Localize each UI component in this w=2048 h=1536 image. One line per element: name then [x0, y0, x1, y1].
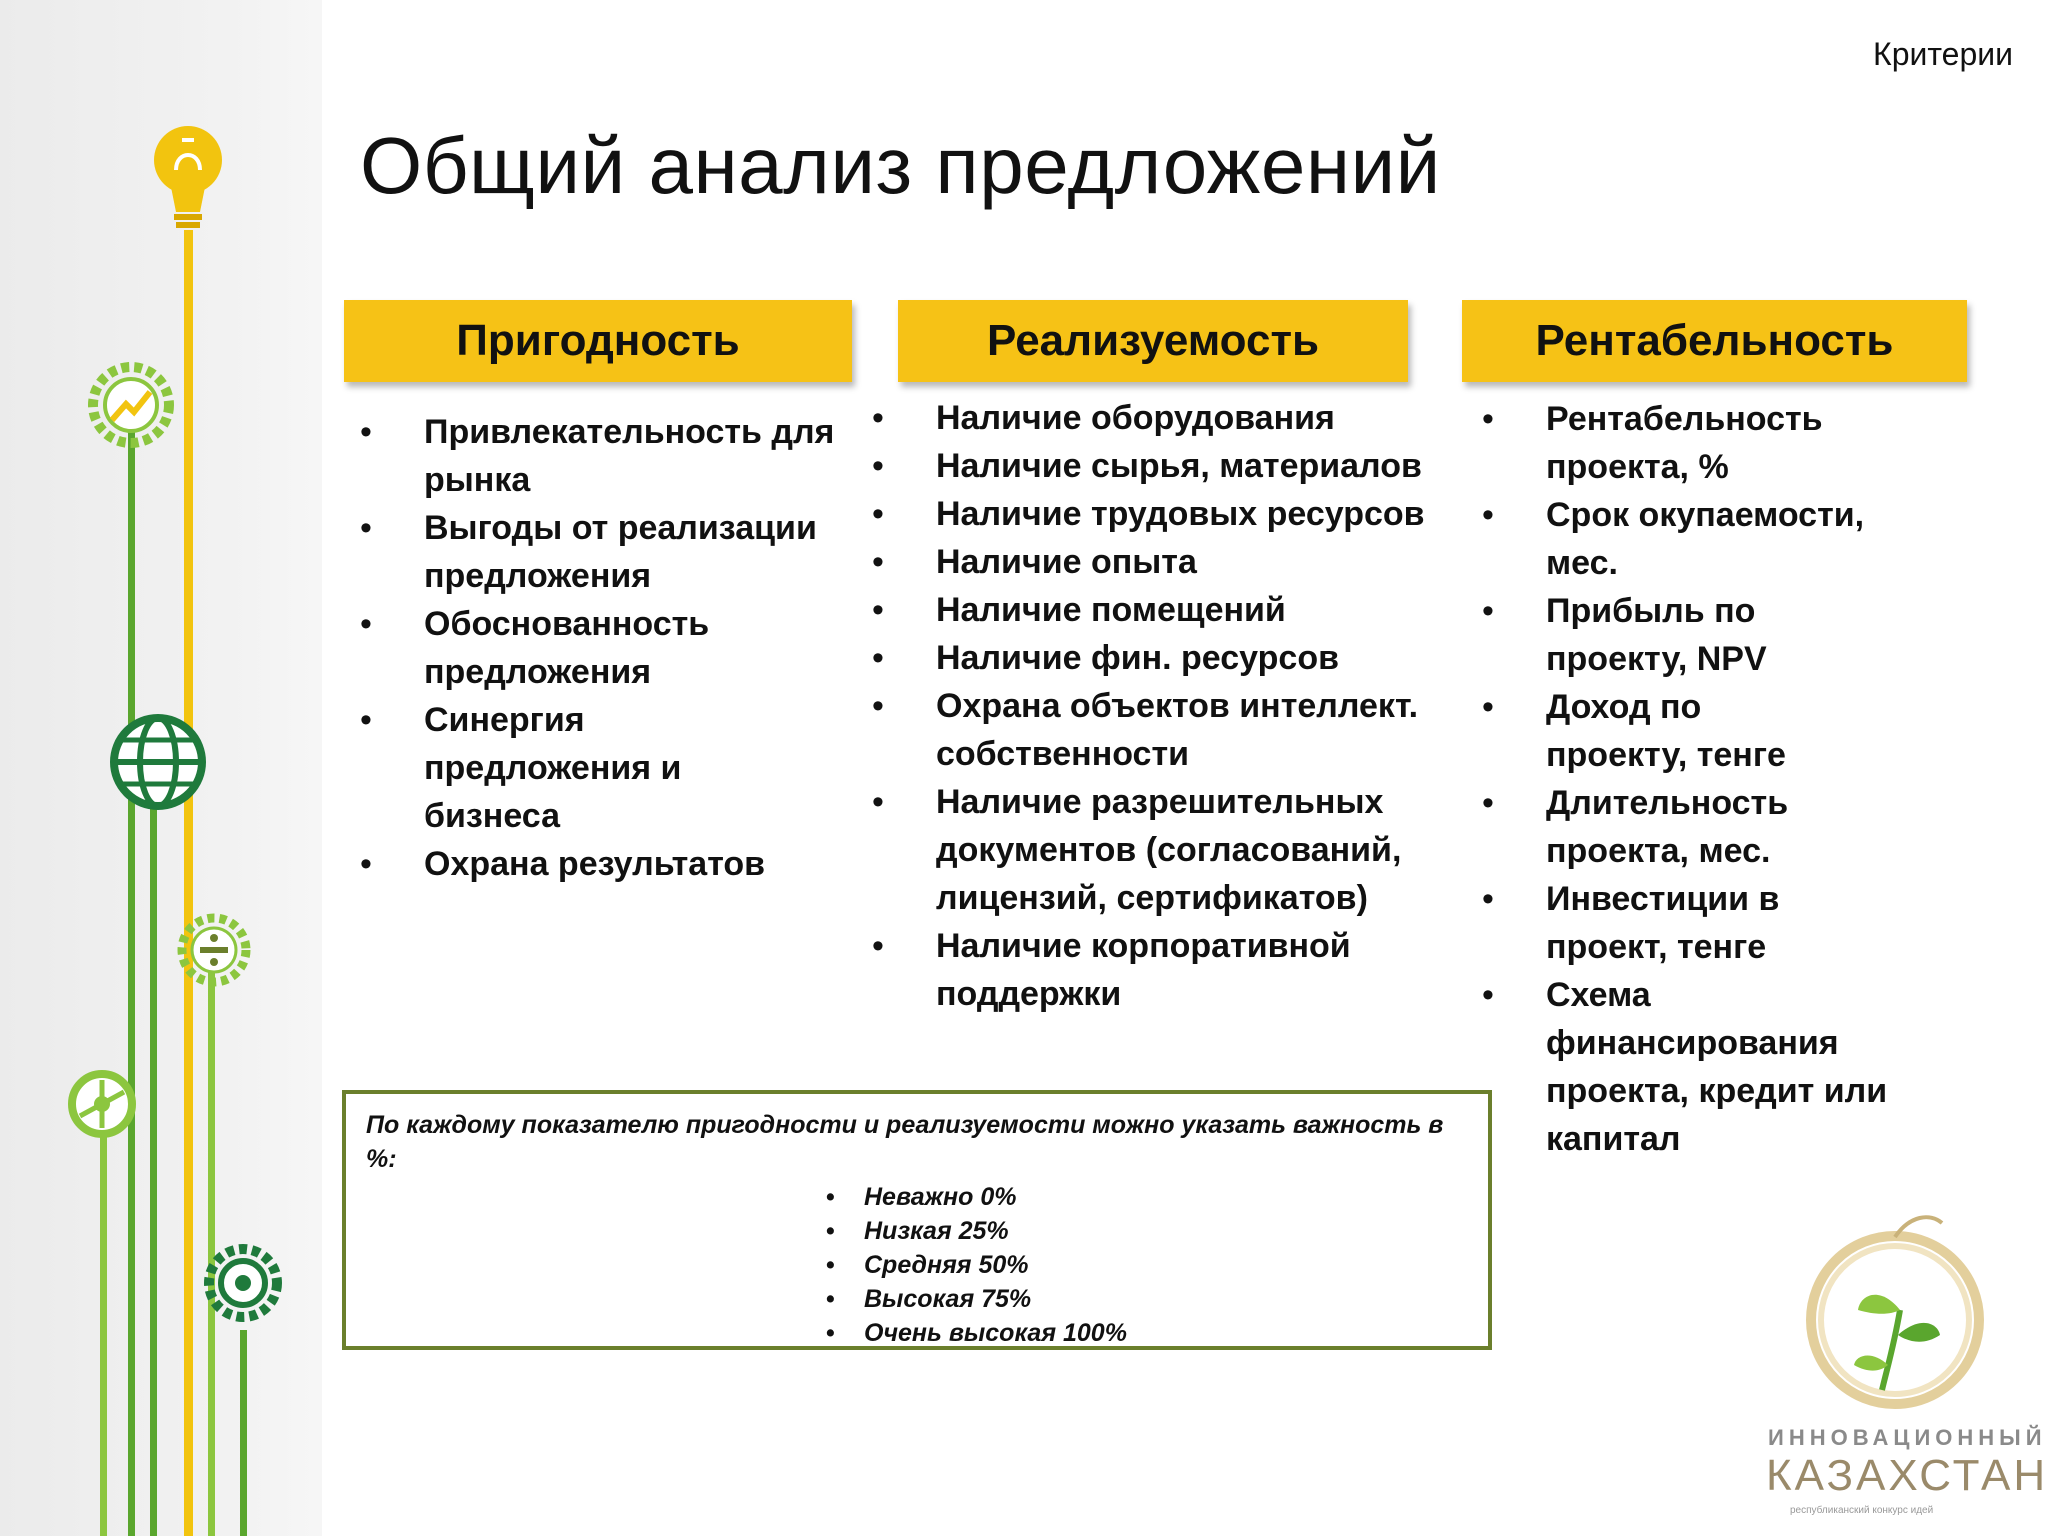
note-text: По каждому показателю пригодности и реализуемости можно указать важность в %: [366, 1111, 1444, 1173]
innovative-kazakhstan-logo [1760, 1215, 2048, 1516]
list-item: • Привлекательность для рынка [360, 408, 850, 504]
list-item: • Выгоды от реализации предложения [360, 504, 850, 600]
logo-line-1: ИННОВАЦИОННЫЙ [1768, 1425, 2047, 1450]
line-green-3 [208, 950, 215, 1536]
wheel-gear-icon [72, 1074, 132, 1134]
list-item: • Инвестиции в проект, тенге [1482, 875, 1846, 971]
logo-line-2: КАЗАХСТАН [1766, 1451, 2048, 1500]
importance-note-box [342, 1090, 1492, 1350]
list-item: • Наличие помещений [872, 586, 1452, 634]
lightbulb-icon [154, 126, 222, 228]
list-item: • Срок окупаемости, мес. [1482, 491, 1896, 587]
list-item: • Охрана объектов интеллект. собственности [872, 682, 1452, 778]
suitability-list [360, 408, 850, 888]
page-title: Общий анализ предложений [360, 121, 1441, 210]
list-item: • Синергия предложения и бизнеса [360, 696, 724, 840]
feasibility-list [872, 394, 1452, 1018]
line-yellow-main [184, 230, 193, 1536]
profitability-list [1482, 395, 1942, 1163]
left-decoration [0, 0, 322, 1536]
chart-gear-icon [93, 367, 169, 443]
logo-line-3: республиканский конкурс идей [1790, 1505, 1934, 1516]
list-item: • Рентабельность проекта, % [1482, 395, 1846, 491]
importance-levels-list [366, 1180, 1468, 1350]
list-item: • Наличие фин. ресурсов [872, 634, 1452, 682]
list-item: • Обоснованность предложения [360, 600, 850, 696]
globe-icon [114, 718, 202, 806]
list-item: • Наличие разрешительных документов (согласований, лицензий, сертификатов) [872, 778, 1452, 922]
gear-icon [209, 1249, 277, 1317]
list-item: • Длительность проекта, мес. [1482, 779, 1846, 875]
list-item: • Прибыль по проекту, NPV [1482, 587, 1826, 683]
list-item: • Схема финансирования проекта, кредит или капитал [1482, 971, 1926, 1163]
line-green-2 [150, 800, 157, 1536]
list-item: • Охрана результатов [360, 840, 850, 888]
list-item: • Наличие опыта [872, 538, 1452, 586]
list-item: • Очень высокая 100% [826, 1316, 1468, 1350]
line-green-5 [240, 1330, 247, 1536]
sprout-logo-icon [1760, 1215, 2030, 1425]
list-item: • Средняя 50% [826, 1248, 1468, 1282]
list-item: • Наличие трудовых ресурсов [872, 490, 1452, 538]
divide-gear-icon [182, 918, 246, 982]
column-header-profitability: Рентабельность [1462, 300, 1967, 382]
column-header-feasibility: Реализуемость [898, 300, 1408, 382]
section-label: Критерии [1873, 36, 2013, 72]
list-item: • Наличие сырья, материалов [872, 442, 1452, 490]
list-item: • Наличие корпоративной поддержки [872, 922, 1366, 1018]
list-item: • Высокая 75% [826, 1282, 1468, 1316]
line-green-1 [128, 430, 135, 1536]
list-item: • Доход по проекту, тенге [1482, 683, 1826, 779]
list-item: • Наличие оборудования [872, 394, 1452, 442]
list-item: • Неважно 0% [826, 1180, 1468, 1214]
list-item: • Низкая 25% [826, 1214, 1468, 1248]
line-green-4 [100, 1110, 107, 1536]
column-header-suitability: Пригодность [344, 300, 852, 382]
decorative-lines [0, 0, 322, 1536]
